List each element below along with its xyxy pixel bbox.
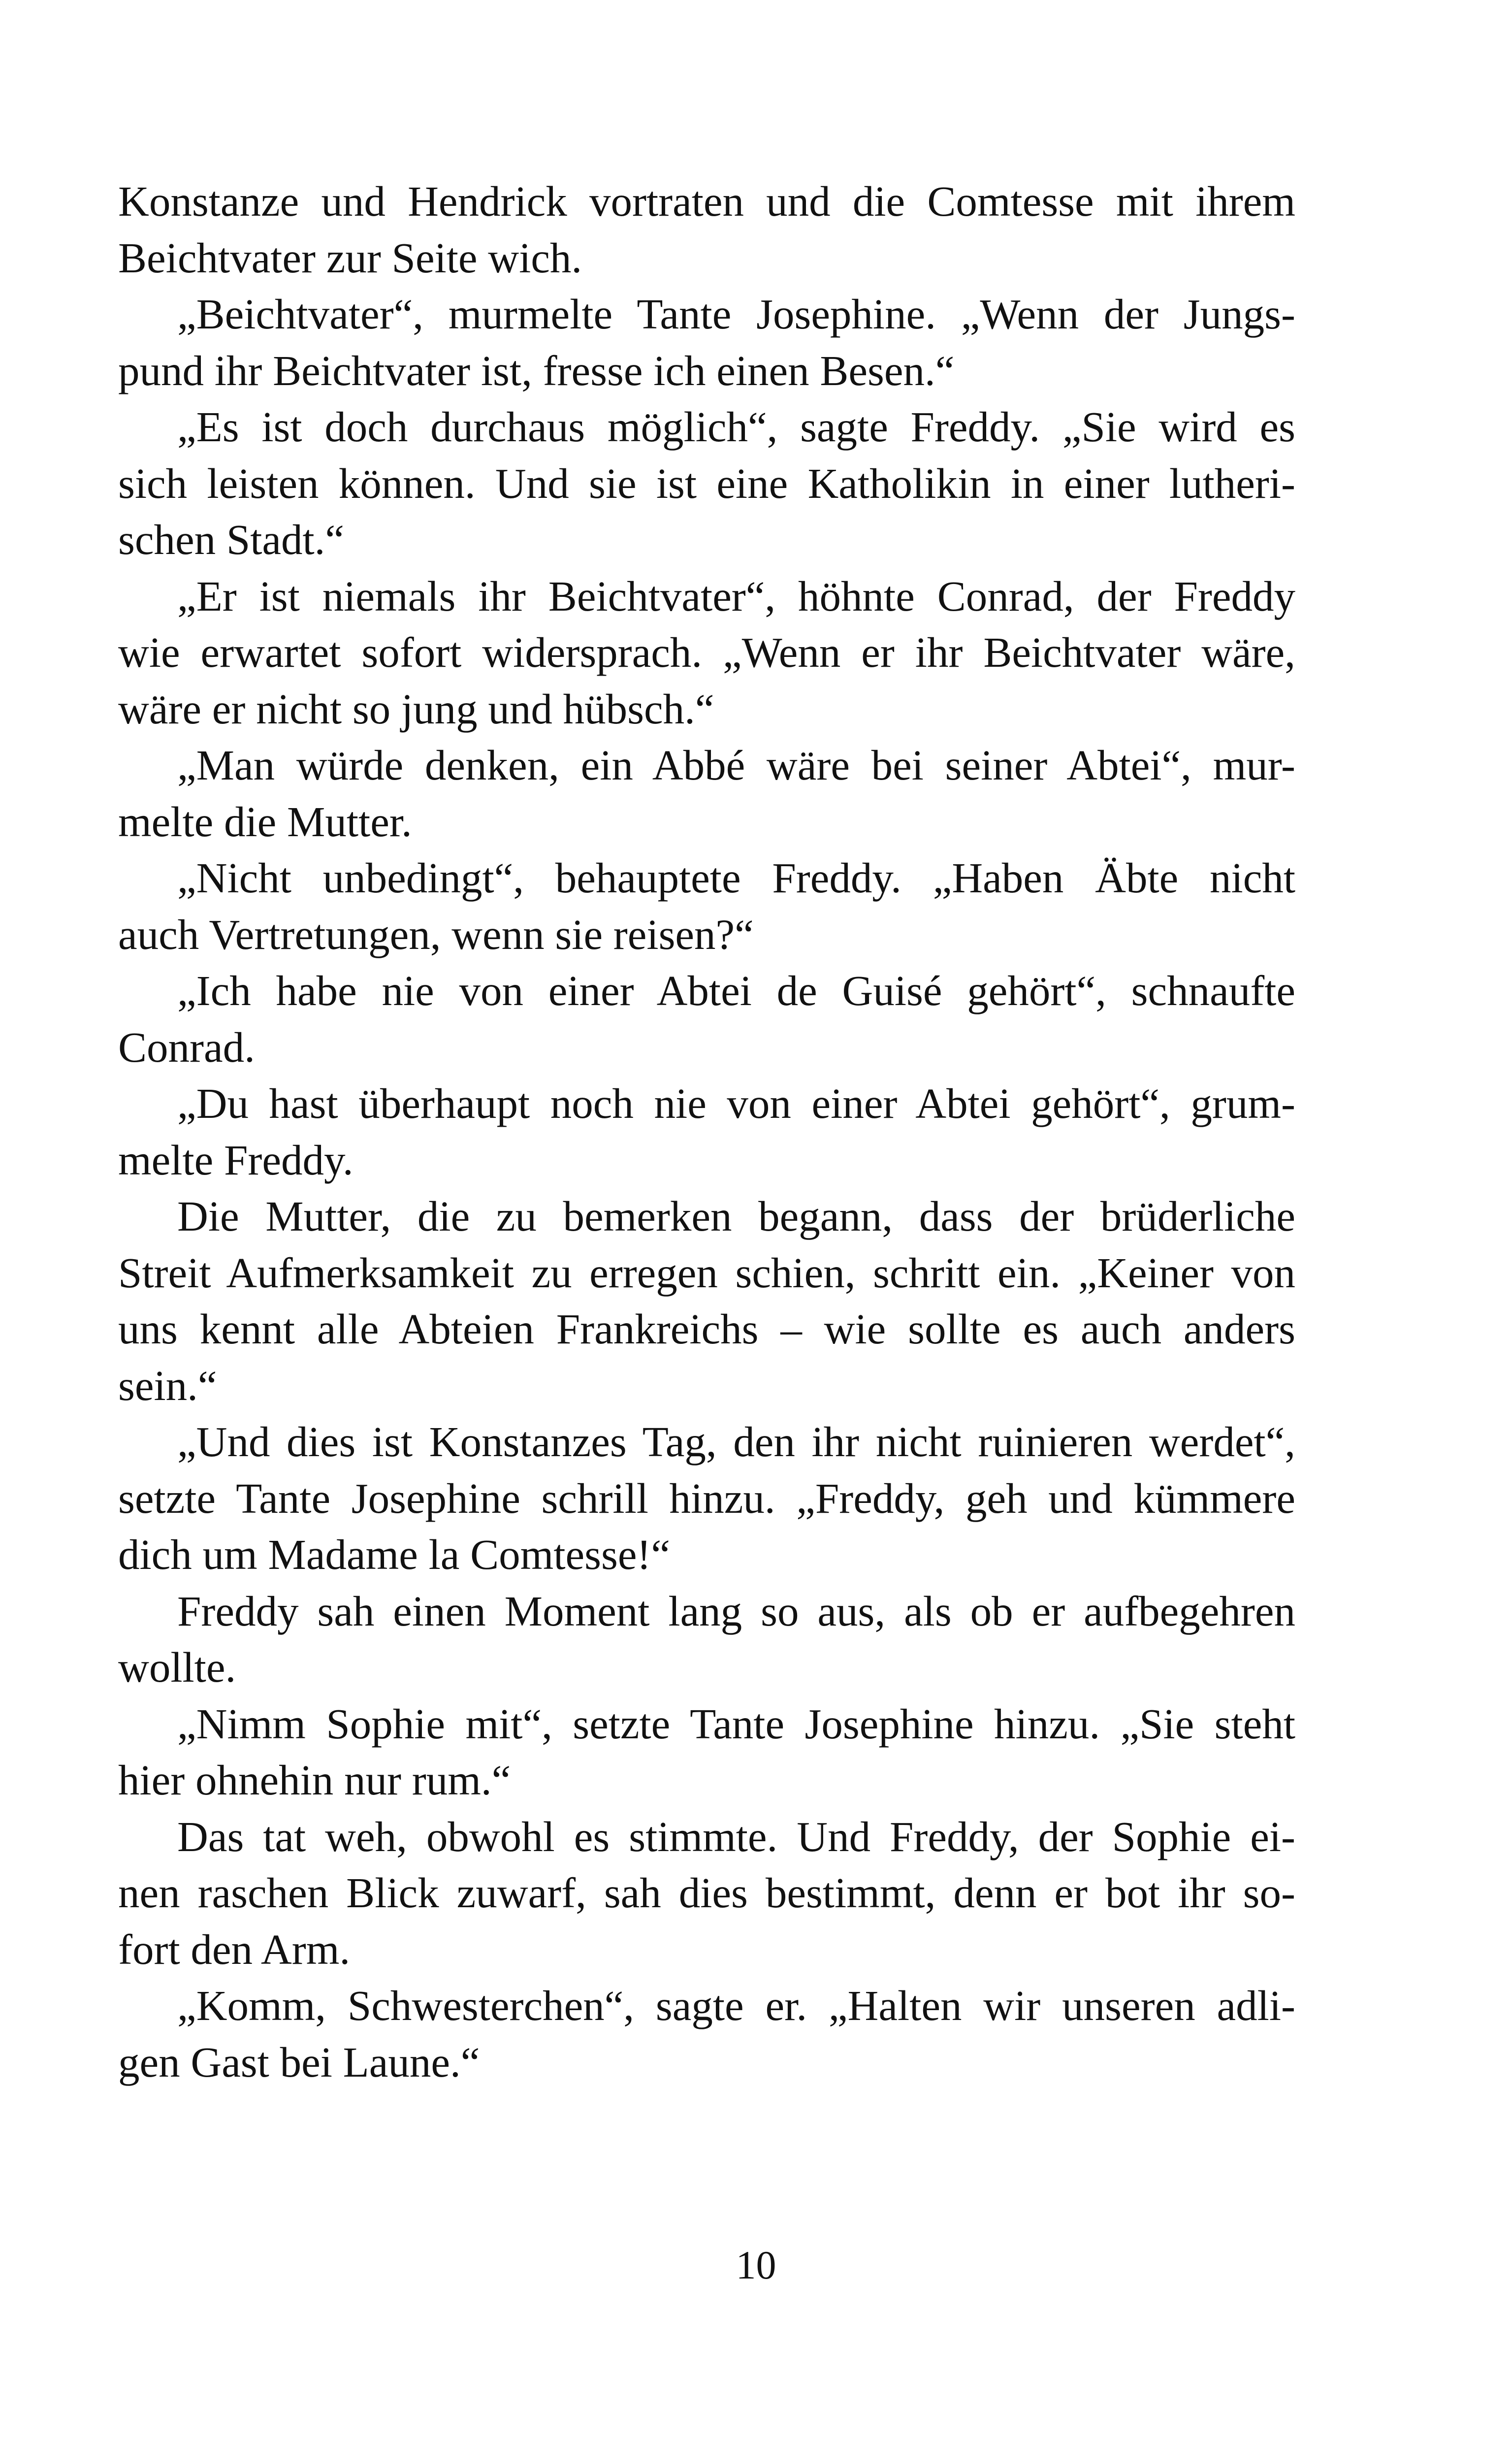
- paragraph: [118, 1414, 1295, 1583]
- paragraph: [118, 568, 1295, 738]
- text-line: Beichtvater zur Seite wich.: [118, 233, 582, 282]
- paragraph: [118, 1188, 1295, 1414]
- text-line: melte die Mutter.: [118, 797, 412, 846]
- text-line: „Nimm Sophie mit“, setzte Tante Josephine hinzu. „Sie steht: [177, 1699, 1295, 1748]
- text-line: nen raschen Blick zuwarf, sah dies bestimmt, denn er bot ihr so-: [118, 1869, 1295, 1917]
- paragraph: [118, 1978, 1295, 2090]
- text-line: Streit Aufmerksamkeit zu erregen schien, schritt ein. „Keiner von: [118, 1248, 1295, 1297]
- text-line: melte Freddy.: [118, 1136, 354, 1184]
- text-line: Conrad.: [118, 1023, 255, 1071]
- body-text: [118, 173, 1295, 2090]
- text-line: Konstanze und Hendrick vortraten und die Comtesse mit ihrem: [118, 177, 1295, 225]
- text-line: „Nicht unbedingt“, behauptete Freddy. „Haben Äbte nicht: [177, 854, 1295, 902]
- paragraph: [118, 173, 1295, 286]
- text-line: „Ich habe nie von einer Abtei de Guisé gehört“, schnaufte: [177, 967, 1295, 1014]
- paragraph: [118, 963, 1295, 1075]
- text-line: Freddy sah einen Moment lang so aus, als ob er aufbegehren: [177, 1587, 1295, 1635]
- page-number: 10: [736, 2243, 776, 2287]
- text-line: fort den Arm.: [118, 1925, 351, 1973]
- text-line: uns kennt alle Abteien Frankreichs – wie sollte es auch anders: [118, 1305, 1295, 1353]
- text-line: Das tat weh, obwohl es stimmte. Und Freddy, der Sophie ei-: [177, 1812, 1295, 1860]
- text-line: gen Gast bei Laune.“: [118, 2038, 480, 2086]
- paragraph: [118, 286, 1295, 399]
- text-line: wäre er nicht so jung und hübsch.“: [118, 684, 714, 733]
- text-line: auch Vertretungen, wenn sie reisen?“: [118, 910, 754, 958]
- text-line: „Beichtvater“, murmelte Tante Josephine. „Wenn der Jungs-: [177, 290, 1295, 338]
- text-line: pund ihr Beichtvater ist, fresse ich einen Besen.“: [118, 346, 955, 394]
- text-line: „Man würde denken, ein Abbé wäre bei seiner Abtei“, mur-: [177, 741, 1295, 789]
- text-line: dich um Madame la Comtesse!“: [118, 1531, 671, 1578]
- text-line: „Du hast überhaupt noch nie von einer Abtei gehört“, grum-: [177, 1079, 1295, 1127]
- text-line: sein.“: [118, 1361, 217, 1409]
- text-line: sich leisten können. Und sie ist eine Katholikin in einer lutheri-: [118, 459, 1295, 507]
- paragraph: [118, 1075, 1295, 1188]
- paragraph: [118, 850, 1295, 963]
- text-line: setzte Tante Josephine schrill hinzu. „Freddy, geh und kümmere: [118, 1474, 1295, 1522]
- text-line: schen Stadt.“: [118, 516, 345, 563]
- text-line: hier ohnehin nur rum.“: [118, 1756, 511, 1804]
- paragraph: [118, 1696, 1295, 1809]
- paragraph: [118, 1583, 1295, 1696]
- text-line: Die Mutter, die zu bemerken begann, dass der brüderliche: [177, 1192, 1295, 1240]
- text-line: wollte.: [118, 1643, 236, 1691]
- paragraph: [118, 737, 1295, 850]
- text-line: wie erwartet sofort widersprach. „Wenn er ihr Beichtvater wäre,: [118, 628, 1295, 676]
- text-line: „Es ist doch durchaus möglich“, sagte Freddy. „Sie wird es: [177, 403, 1295, 451]
- text-line: „Er ist niemals ihr Beichtvater“, höhnte Conrad, der Freddy: [177, 572, 1295, 620]
- text-line: „Und dies ist Konstanzes Tag, den ihr nicht ruinieren werdet“,: [177, 1418, 1295, 1466]
- text-line: „Komm, Schwesterchen“, sagte er. „Halten wir unseren adli-: [177, 1982, 1295, 2029]
- paragraph: [118, 1809, 1295, 1978]
- paragraph: [118, 399, 1295, 568]
